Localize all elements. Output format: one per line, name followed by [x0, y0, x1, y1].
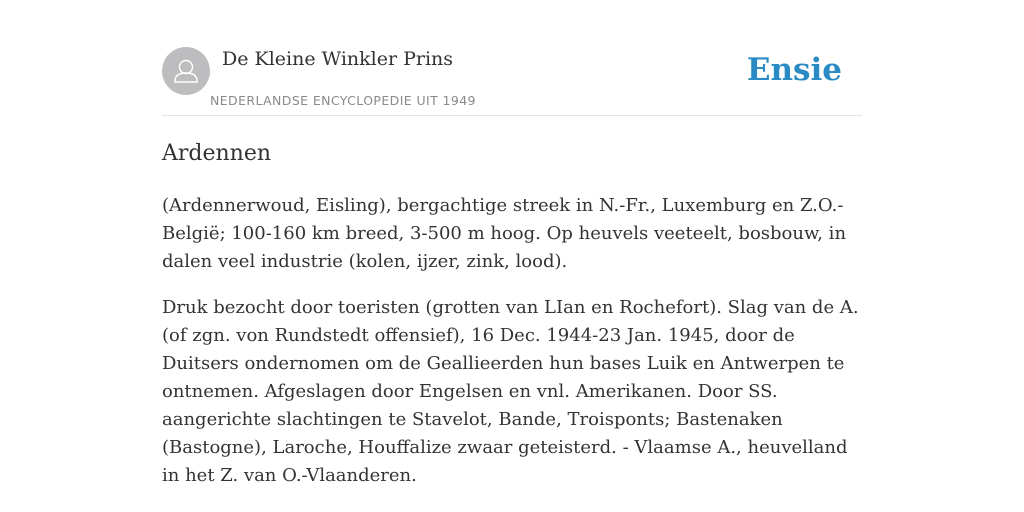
article-body	[162, 192, 862, 508]
source-subtitle: NEDERLANDSE ENCYCLOPEDIE UIT 1949	[210, 93, 476, 108]
brand-logo[interactable]: Ensie	[746, 52, 842, 88]
source-name[interactable]: De Kleine Winkler Prins	[222, 48, 454, 70]
article-title: Ardennen	[162, 141, 272, 166]
article-paragraph: Druk bezocht door toeristen (grotten van LIan en Rochefort). Slag van de A. (of zgn. von Rundstedt offensief), 16 Dec. 1944-23 Jan. 1945, door de Duitsers ondernomen om de Geallieerden hun bases Luik en Antwerpen te ontnemen. Afgeslagen door Engelsen en vnl. Amerikanen. Door SS. aangerichte slachtingen te Stavelot, Bande, Troisponts; Bastenaken (Bastogne), Laroche, Houffalize zwaar geteisterd. - Vlaamse A., heuvelland in het Z. van O.-Vlaanderen.	[162, 297, 859, 486]
user-icon[interactable]	[162, 47, 210, 95]
article-paragraph: (Ardennerwoud, Eisling), bergachtige streek in N.-Fr., Luxemburg en Z.O.-België; 100-160 km breed, 3-500 m hoog. Op heuvels veeteelt, bosbouw, in dalen veel industrie (kolen, ijzer, zink, lood).	[162, 195, 847, 272]
source-header	[162, 46, 862, 116]
